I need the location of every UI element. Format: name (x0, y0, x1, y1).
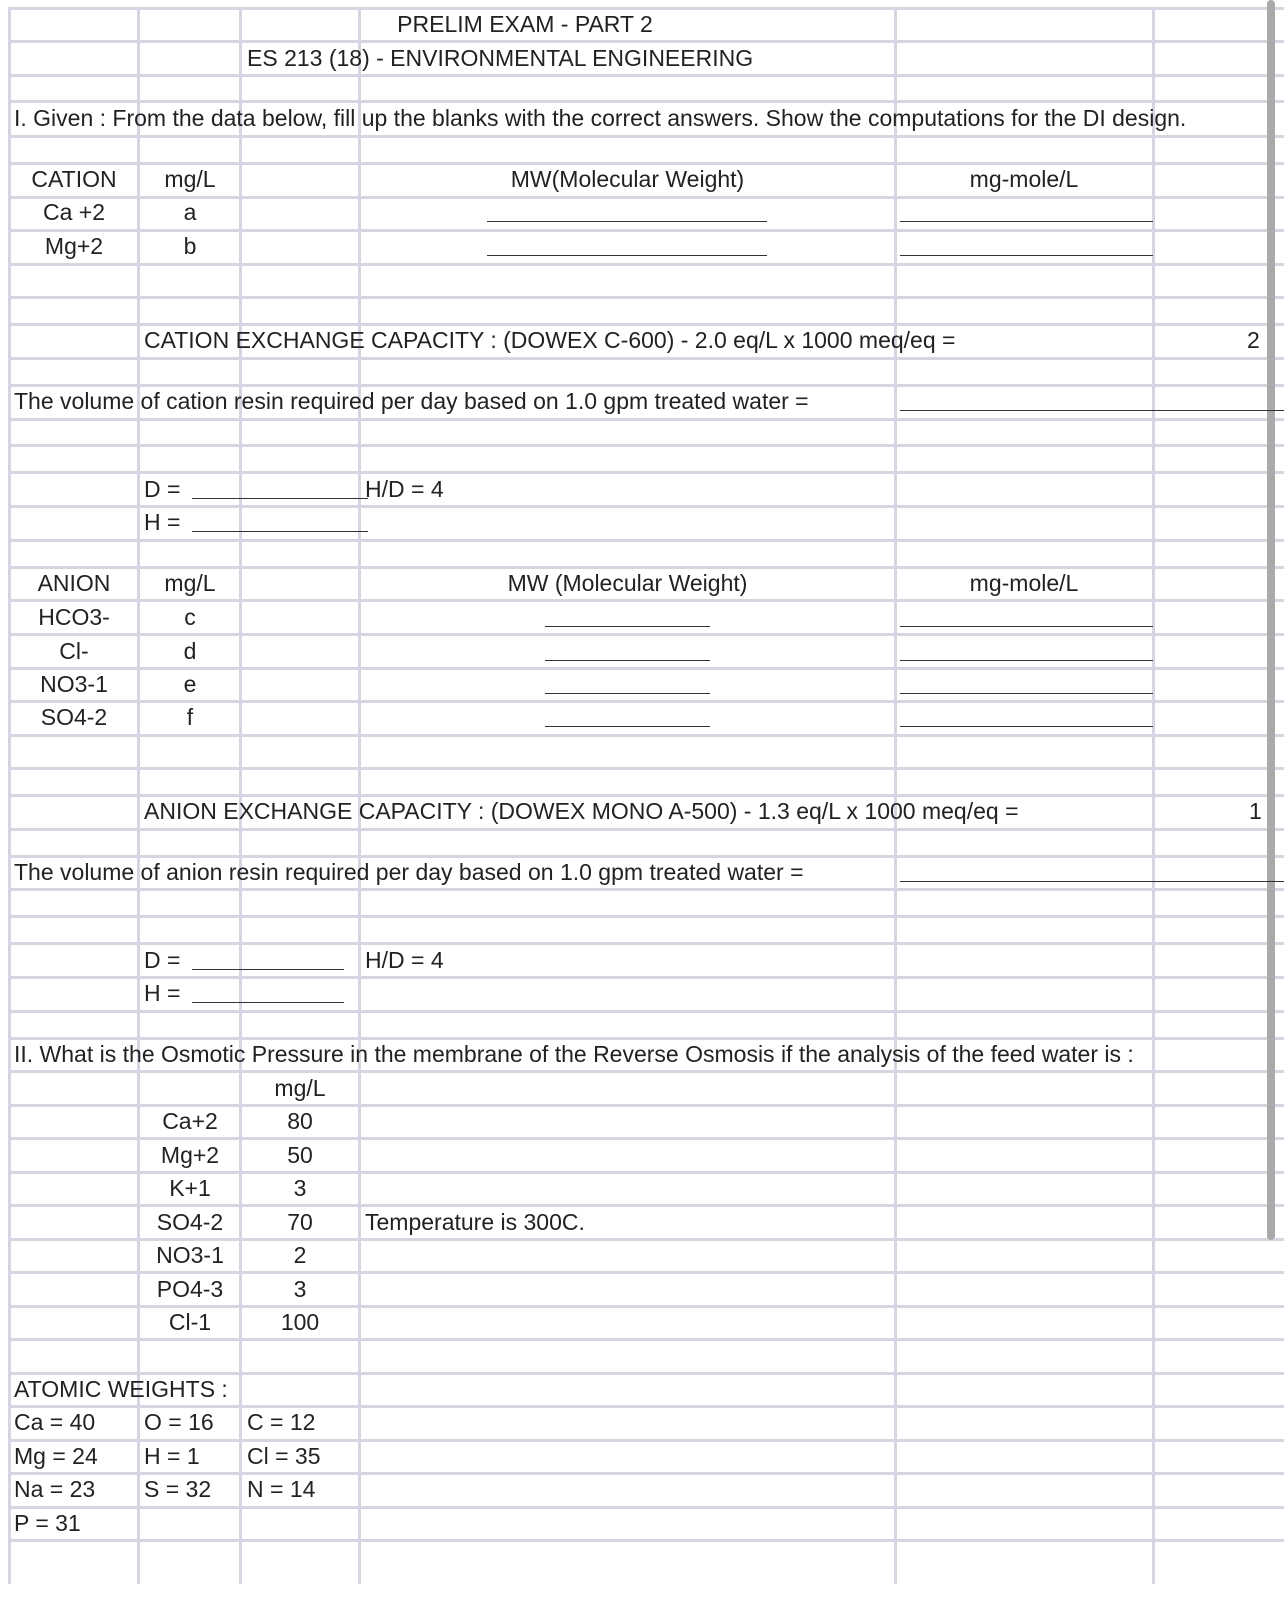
anion-mw-blank[interactable] (545, 693, 710, 694)
feed-value: 80 (287, 1108, 313, 1134)
grid-row-line (10, 505, 1284, 508)
anion-row-ion: HCO3- (38, 604, 110, 630)
vertical-scrollbar[interactable] (1267, 0, 1275, 1240)
anion-mw-blank[interactable] (545, 726, 710, 727)
grid-row-line (10, 1137, 1284, 1140)
part2-question: II. What is the Osmotic Pressure in the membrane of the Reverse Osmosis if the analysis of the feed water is : (14, 1041, 1134, 1067)
anion-capacity-overflow: 1 (1249, 798, 1262, 824)
anion-d-label: D = (144, 947, 181, 973)
feed-value: 50 (287, 1142, 313, 1168)
cation-row-ion: Ca +2 (42, 199, 105, 225)
anion-mgl-header: mg/L (164, 570, 216, 596)
grid-row-line (10, 100, 1284, 103)
grid-row-line (10, 263, 1284, 266)
part1-instruction: I. Given : From the data below, fill up the blanks with the correct answers. Show the computations for the DI design. (14, 105, 1187, 131)
atomic-weight: O = 16 (144, 1409, 214, 1435)
anion-exchange-capacity: ANION EXCHANGE CAPACITY : (DOWEX MONO A-500) - 1.3 eq/L x 1000 meq/eq = (144, 798, 1019, 824)
feed-ion: NO3-1 (156, 1242, 224, 1268)
feed-ion: SO4-2 (156, 1209, 224, 1235)
anion-mgmole-blank[interactable] (900, 726, 1153, 727)
anion-row-ion: NO3-1 (40, 671, 108, 697)
grid-row-line (10, 40, 1284, 43)
cation-mgmole-header: mg-mole/L (969, 166, 1079, 192)
grid-row-line (10, 767, 1284, 770)
cation-mw-header: MW(Molecular Weight) (510, 166, 745, 192)
feed-ion: Ca+2 (162, 1108, 218, 1134)
cation-mgmole-blank[interactable] (900, 221, 1153, 222)
anion-mgmole-blank[interactable] (900, 626, 1153, 627)
anion-hd-ratio: H/D = 4 (365, 947, 444, 973)
cation-header: CATION (31, 166, 117, 192)
cation-hd-ratio: H/D = 4 (365, 476, 444, 502)
cation-mw-blank[interactable] (487, 221, 767, 222)
anion-row-mgl: c (184, 604, 196, 630)
cation-volume-question: The volume of cation resin required per day based on 1.0 gpm treated water = (14, 388, 809, 414)
grid-row-line (10, 976, 1284, 979)
grid-row-line (10, 1271, 1284, 1274)
grid-row-line (10, 1338, 1284, 1341)
feed-value: 70 (287, 1209, 313, 1235)
grid-row-line (10, 942, 1284, 945)
grid-row-line (10, 357, 1284, 360)
atomic-weight: P = 31 (14, 1510, 81, 1536)
atomic-weight: Cl = 35 (247, 1443, 321, 1469)
grid-column-line (1152, 7, 1155, 1584)
cation-exchange-capacity: CATION EXCHANGE CAPACITY : (DOWEX C-600) - 2.0 eq/L x 1000 meq/eq = (144, 327, 956, 353)
feed-ion: Mg+2 (160, 1142, 220, 1168)
anion-mw-blank[interactable] (545, 626, 710, 627)
grid-row-line (10, 888, 1284, 891)
anion-row-ion: SO4-2 (40, 704, 108, 730)
anion-volume-blank[interactable] (900, 881, 1284, 882)
grid-column-line (358, 7, 361, 1584)
anion-mgmole-blank[interactable] (900, 660, 1153, 661)
grid-row-line (10, 471, 1284, 474)
cation-volume-blank[interactable] (900, 410, 1284, 411)
anion-mw-blank[interactable] (545, 660, 710, 661)
atomic-weights-title: ATOMIC WEIGHTS : (14, 1376, 228, 1402)
course-title: ES 213 (18) - ENVIRONMENTAL ENGINEERING (247, 45, 754, 71)
atomic-weight: Mg = 24 (14, 1443, 98, 1469)
feed-value: 3 (293, 1175, 307, 1201)
feed-ion: K+1 (169, 1175, 211, 1201)
feed-value: 100 (280, 1309, 320, 1335)
part2-unit-header: mg/L (274, 1075, 326, 1101)
anion-row-mgl: e (183, 671, 197, 697)
atomic-weight: Na = 23 (14, 1476, 96, 1502)
grid-row-line (10, 1539, 1284, 1542)
anion-row-mgl: d (183, 638, 197, 664)
cation-mw-blank[interactable] (487, 255, 767, 256)
grid-row-line (10, 1439, 1284, 1442)
feed-ion: Cl-1 (168, 1309, 212, 1335)
grid-row-line (10, 444, 1284, 447)
exam-title: PRELIM EXAM - PART 2 (397, 11, 653, 37)
anion-volume-question: The volume of anion resin required per day based on 1.0 gpm treated water = (14, 859, 804, 885)
cation-row-ion: Mg+2 (44, 233, 104, 259)
anion-row-mgl: f (186, 704, 194, 730)
grid-row-line (10, 1010, 1284, 1013)
anion-header: ANION (37, 570, 111, 596)
anion-row-ion: Cl- (59, 638, 89, 664)
cation-mgl-header: mg/L (164, 166, 216, 192)
cation-h-label: H = (144, 509, 181, 535)
anion-h-blank[interactable] (192, 1002, 344, 1003)
anion-mgmole-blank[interactable] (900, 693, 1153, 694)
grid-row-line (10, 734, 1284, 737)
grid-row-line (10, 296, 1284, 299)
grid-row-line (10, 915, 1284, 918)
grid-row-line (10, 418, 1284, 421)
grid-row-line (10, 539, 1284, 542)
cation-d-blank[interactable] (192, 498, 368, 499)
grid-row-line (10, 135, 1284, 138)
cation-d-label: D = (144, 476, 181, 502)
atomic-weight: N = 14 (247, 1476, 316, 1502)
cation-row-mgl: a (183, 199, 197, 225)
cation-mgmole-blank[interactable] (900, 255, 1153, 256)
anion-d-blank[interactable] (192, 969, 344, 970)
grid-column-line (894, 7, 897, 1584)
cation-row-mgl: b (183, 233, 197, 259)
anion-h-label: H = (144, 980, 181, 1006)
feed-value: 2 (293, 1242, 307, 1268)
anion-mgmole-header: mg-mole/L (969, 570, 1079, 596)
anion-mw-header: MW (Molecular Weight) (507, 570, 748, 596)
cation-h-blank[interactable] (192, 531, 368, 532)
grid-row-line (10, 1204, 1284, 1207)
atomic-weight: S = 32 (144, 1476, 212, 1502)
grid-row-line (10, 74, 1284, 77)
feed-ion: PO4-3 (156, 1276, 224, 1302)
atomic-weight: Ca = 40 (14, 1409, 96, 1435)
feed-value: 3 (293, 1276, 307, 1302)
grid-row-line (10, 599, 1284, 602)
cation-capacity-overflow: 2 (1247, 327, 1260, 353)
grid-row-line (10, 828, 1284, 831)
grid-row-line (10, 1070, 1284, 1073)
atomic-weight: C = 12 (247, 1409, 316, 1435)
atomic-weight: H = 1 (144, 1443, 200, 1469)
temperature-note: Temperature is 300C. (365, 1209, 585, 1235)
grid-row-line (10, 1506, 1284, 1509)
grid-row-line (10, 633, 1284, 636)
